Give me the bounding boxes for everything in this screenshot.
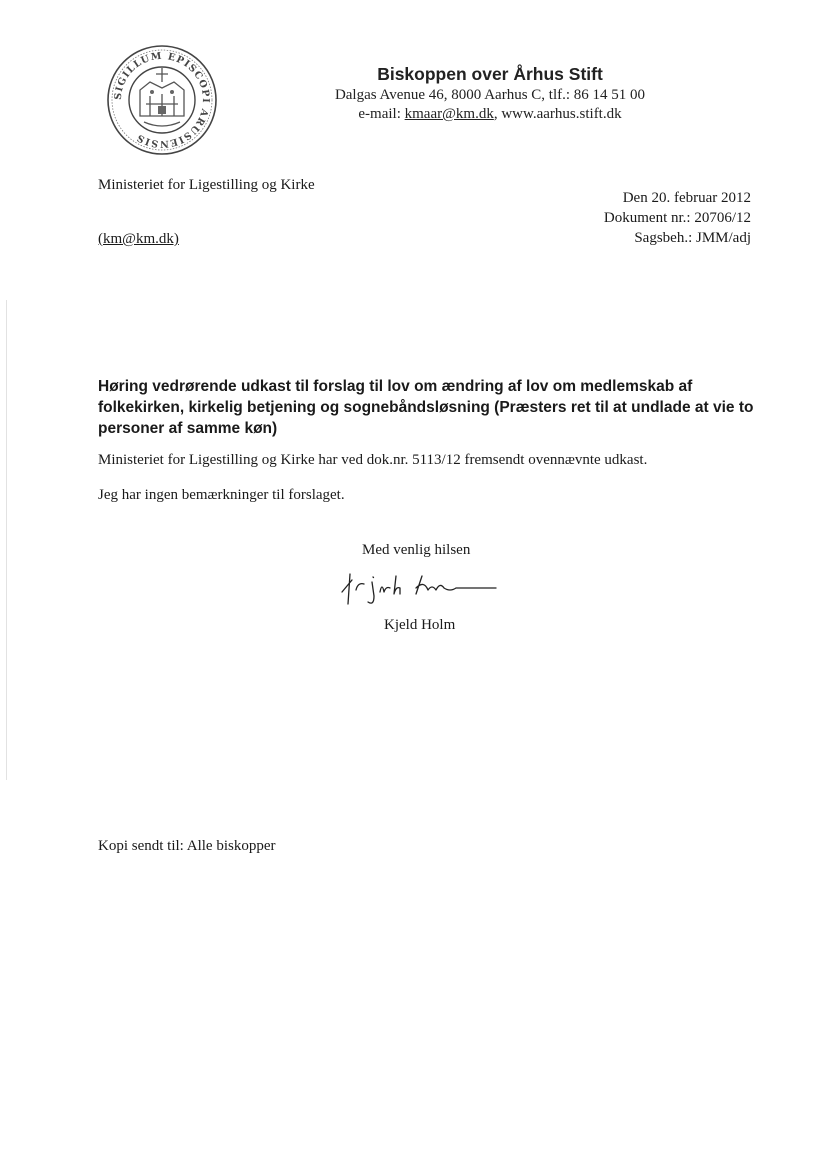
letterhead-contact xyxy=(300,106,680,123)
email-link[interactable]: kmaar@km.dk xyxy=(404,106,494,122)
letterhead-address: Dalgas Avenue 46, 8000 Aarhus C, tlf.: 86 14 51 00 xyxy=(334,87,646,103)
copy-recipients: Kopi sendt til: Alle biskopper xyxy=(98,838,276,854)
document-number: Dokument nr.: 20706/12 xyxy=(603,210,751,226)
email-prefix: e-mail: xyxy=(358,106,405,122)
diocese-seal-logo xyxy=(106,44,218,156)
letter-date: Den 20. februar 2012 xyxy=(622,190,751,206)
letter-meta xyxy=(604,188,751,248)
signer-name: Kjeld Holm xyxy=(384,617,456,633)
letterhead-title: Biskoppen over Århus Stift xyxy=(377,64,603,84)
scan-edge-line xyxy=(6,300,7,780)
case-handler: Sagsbeh.: JMM/adj xyxy=(634,230,751,246)
recipient-email-link[interactable]: (km@km.dk) xyxy=(98,231,179,247)
body-paragraph: Jeg har ingen bemærkninger til forslaget. xyxy=(98,487,345,503)
letter-subject: Høring vedrørende udkast til forslag til lov om ændring af lov om medlemskab af folkekirken, kirkelig betjening og sognebåndsløsning (Præsters ret til at undlade at vie to personer af samme køn) xyxy=(98,378,754,437)
website-text: , www.aarhus.stift.dk xyxy=(493,106,622,122)
closing-greeting: Med venlig hilsen xyxy=(362,542,471,558)
recipient-name: Ministeriet for Ligestilling og Kirke xyxy=(98,177,315,193)
svg-text:SIGILLUM EPISCOPI ARUSIENSIS: SIGILLUM EPISCOPI ARUSIENSIS xyxy=(112,50,212,150)
body-paragraph: Ministeriet for Ligestilling og Kirke har ved dok.nr. 5113/12 fremsendt ovennævnte udkast. xyxy=(98,452,648,468)
handwritten-signature xyxy=(338,566,510,612)
